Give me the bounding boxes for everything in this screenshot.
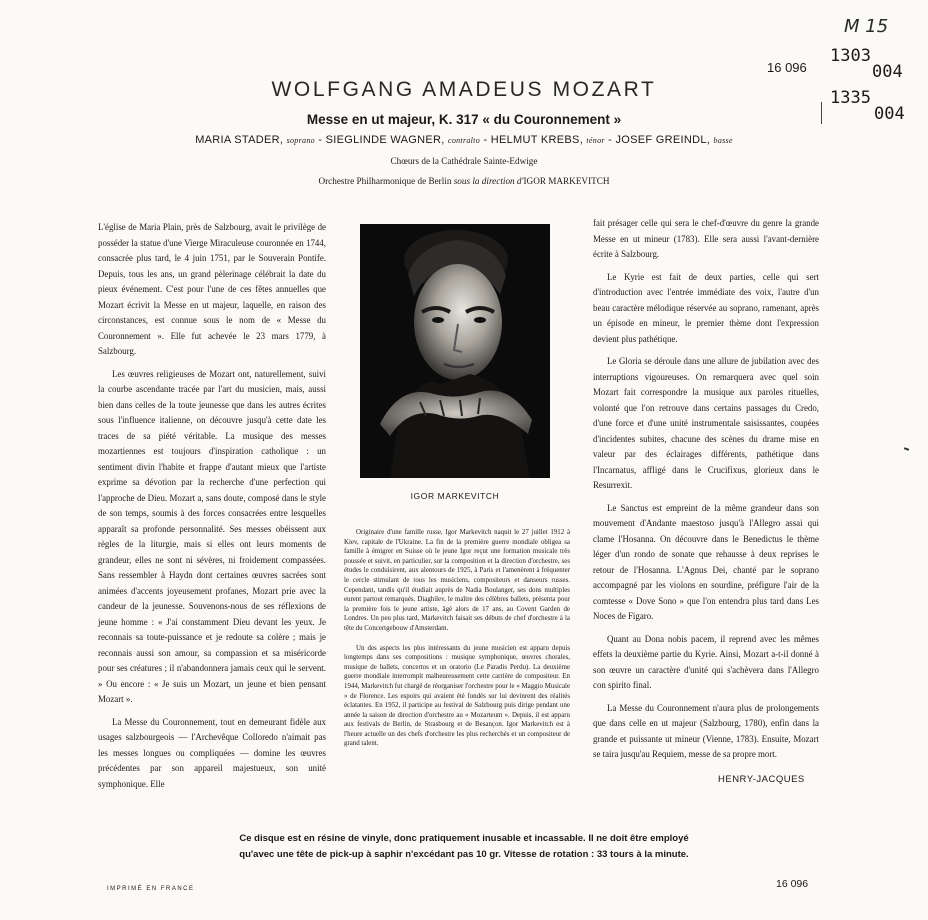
archive-code-004-b: 004 (874, 104, 905, 124)
orchestra-connector: sous (453, 176, 471, 186)
vinyl-notice (0, 831, 928, 863)
portrait-illustration (360, 224, 550, 478)
orchestra-credit (0, 176, 928, 186)
paragraph: Le Sanctus est empreint de la même grandeur dans son mouvement d'Andante maestoso jusqu'à l'Allegro assai qui clame l'Hosanna. On découvre dans le Benedictus le thème léger d'un rondo de sonate que rehausse à deux reprises le retour de l'Hosanna. L'Agnus Dei, chanté par le soprano accompagné par les violons en sourdine, préfigure l'air de la comtesse « Dove Sono » que l'on entendra plus tard dans Les Noces de Figaro. (593, 502, 819, 621)
work-title: Messe en ut majeur, K. 317 « du Couronnement » (306, 112, 622, 127)
soloist-voice: contralto (447, 136, 481, 145)
catalog-number-bottom: 16 096 (776, 878, 809, 890)
archive-code-004-a: 004 (872, 62, 903, 82)
paragraph: La Messe du Couronnement, tout en demeurant fidèle aux usages salzbourgeois — l'Archevêque Colloredo n'aimait pas les messes longues ou compliquées — domine les œuvres précédentes par son appareil majestueux, son unité symphonique. Elle (98, 716, 326, 789)
paragraph: Un des aspects les plus intéressants du jeune musicien est apparu depuis longtemps dans ses compositions : musique symphonique, œuvres chorales, musique de ballets, concertos et un oratorio (Le Paradis Perdu). La deuxième guerre mondiale interrompit malheureusement cette carrière de compositeur. En 1944, Markevitch fut chargé de réorganiser l'orchestre pour le « Maggio Musicale » de Florence. Les espoirs qui avaient été fondés sur lui devinrent des réalités éclatantes. En 1952, il participe au festival de Salzbourg puis dirige pendant une année la saison de direction d'orchestre au « Mozarteum ». Depuis, il est apparu aux festivals de Berlin, de Strasbourg et de Besançon. Igor Markevitch est à l'heure actuelle un des chefs d'orchestre les plus recherchés et un compositeur de grand talent. (344, 644, 570, 748)
composer-title: WOLFGANG AMADEUS MOZART (271, 78, 657, 101)
paragraph: L'église de Maria Plain, près de Salzbourg, avait le privilège de posséder la statue d'une Vierge Miraculeuse couronnée en 1744, consacrée plus tard, le 4 juin 1751, par le Souverain Pontife. Depuis, tous les ans, un grand pèlerinage célébrait la date du pieux événement. C'est pour l'une de ces fêtes annuelles que Mozart écrivit la Messe en ut majeur, laquelle, en raison des circonstances, est connue sous le nom de « Messe du Couronnement ». Elle fut achevée le 23 mars 1779, à Salzbourg. (98, 222, 326, 356)
choir-credit: Chœurs de la Cathédrale Sainte-Edwige (390, 156, 538, 166)
liner-notes-left-column (98, 220, 326, 799)
liner-notes-right-column (593, 216, 819, 770)
conductor-biography (344, 528, 570, 759)
printed-in-france: IMPRIMÉ EN FRANCE (107, 886, 195, 892)
direction-label: la direction d' (472, 176, 524, 186)
notice-line: Ce disque est en résine de vinyle, donc pratiquement inusable et incassable. Il ne doit être employé (239, 833, 689, 844)
orchestra-name: Orchestre Philharmonique de Berlin (318, 176, 452, 186)
soloist-voice: soprano (286, 136, 315, 145)
author-signature: HENRY-JACQUES (718, 774, 805, 785)
paragraph: Originaire d'une famille russe, Igor Markevitch naquit le 27 juillet 1912 à Kiev, capitale de l'Ukraine. La fin de la première guerre mondiale obligea sa famille à émigrer en Suisse où le jeune Igor reçut une formation musicale très poussée et suivit, en particulier, sur la composition et la direction d'orchestre, ses études le conduisirent, aux alentours de 1925, à Paris et l'amenèrent à fréquenter le cercle stimulant de tous les musiciens, compositeurs et danseurs russes. Cependant, tandis qu'il étudiait auprès de Nadia Boulanger, ses dons multiples eurent partout remarqués. Diaghilev, le maître des célèbres ballets, présenta pour la première fois le jeune artiste, âgé alors de 17 ans, au Covent Garden de Londres. Un peu plus tard, Markevitch faisait ses débuts de chef d'orchestre à la tête du Concertgebouw d'Amsterdam. (344, 529, 570, 632)
paragraph: Quant au Dona nobis pacem, il reprend avec les mêmes effets la deuxième partie du Kyrie. Ainsi, Mozart a-t-il donné à son œuvre un caractère d'unité qui s'achèvera dans l'Allegro con spirito final. (593, 633, 819, 690)
soloists-line: MARIA STADER, soprano - SIEGLINDE WAGNER, contralto - HELMUT KREBS, ténor - JOSEF GREINDL, basse (195, 134, 733, 146)
conductor-portrait (360, 224, 550, 478)
handwritten-m15: M 15 (844, 16, 889, 37)
paragraph: fait présager celle qui sera le chef-d'œuvre du genre la grande Messe en ut mineur (1783). Elle sera aussi l'avant-dernière écrite à Salzbourg. (593, 218, 819, 259)
soloist-name: HELMUT KREBS (490, 134, 580, 146)
catalog-number-top: 16 096 (767, 60, 807, 75)
archive-code-1303: 1303 (830, 46, 871, 66)
paragraph: Le Gloria se déroule dans une allure de jubilation avec des interruptions vigoureuses. On remarquera avec quel soin Mozart fait correspondre la musique aux paroles rituelles, volonté que l'on retrouve dans certains passages du Credo, d'une force et d'une unité instrumentale saisissantes, coupées d'incidentes subites, chacune des scènes du drame mise en valeur par des éclairages différents, pathétique dans l'Incarnatus, affligé dans le Crucifixus, glorieux dans le Resurrexit. (593, 356, 819, 490)
soloist-name: JOSEF GREINDL (615, 134, 707, 146)
portrait-caption: IGOR MARKEVITCH (410, 491, 500, 501)
notice-line: qu'avec une tête de pick-up à saphir n'excédant pas 10 gr. Vitesse de rotation : 33 tours à la minute. (239, 849, 689, 860)
conductor-name: IGOR MARKEVITCH (523, 176, 610, 186)
paragraph: Les œuvres religieuses de Mozart ont, naturellement, suivi la courbe ascendante tracée par l'art du musicien, mais, aussi bien dans celles de la toute jeunesse que dans les autres écrites sous l'influence italienne, on découvre jusqu'à cette date les traces de sa piété véritable. La musique des messes mozartiennes est toujours d'inspiration catholique : un sentiment divin l'habite et frappe d'autant mieux que l'artiste exprime sa dévotion par la recherche d'une perfection qui l'approche de Dieu. Mozart a, sans doute, composé dans le style de son temps, soumis à des forces consacrées entre lesquelles apparaît sa profonde personnalité. Ses messes obéissent aux règles de la liturgie, mais si elles ont leurs moments de grandeur, elles ne sont ni sévères, ni froidement compassées. Sans ressembler à Haydn dont certaines œuvres sacrées sont animées d'accents joyeusement profanes, Mozart prie avec la candeur de la jeunesse. Souvenons-nous de ses réflexions de jeune homme : « J'ai constamment Dieu devant les yeux. Je reconnais sa toute-puissance et je redoute sa colère ; mais je reconnais aussi son amour, sa compassion et sa miséricorde pour ses créatures ; il n'abandonnera jamais ceux qui le servent. » Ou encore : « Je suis un Mozart, un jeune et bien pensant Mozart ». (98, 368, 326, 704)
paragraph: La Messe du Couronnement n'aura plus de prolongements que dans celle en ut majeur (Salzbourg, 1780), enfin dans la grande et puissante ut mineur (Vienne, 1783). Ensuite, Mozart se taira jusqu'au Requiem, messe de sa propre mort. (593, 702, 819, 759)
pen-tick-mark (904, 447, 909, 451)
archive-code-1335: 1335 (830, 88, 871, 108)
soloist-name: SIEGLINDE WAGNER (325, 134, 442, 146)
paragraph: Le Kyrie est fait de deux parties, celle qui sert d'introduction avec l'entrée immédiate des voix, l'autre d'un beau caractère mélodique réservée au soprano, ramenant, après un épisode en mineur, le premier thème dont l'expression devient plus pathétique. (593, 271, 819, 344)
soloist-voice: basse (713, 136, 733, 145)
soloist-name: MARIA STADER (195, 134, 280, 146)
soloist-voice: ténor (586, 136, 605, 145)
